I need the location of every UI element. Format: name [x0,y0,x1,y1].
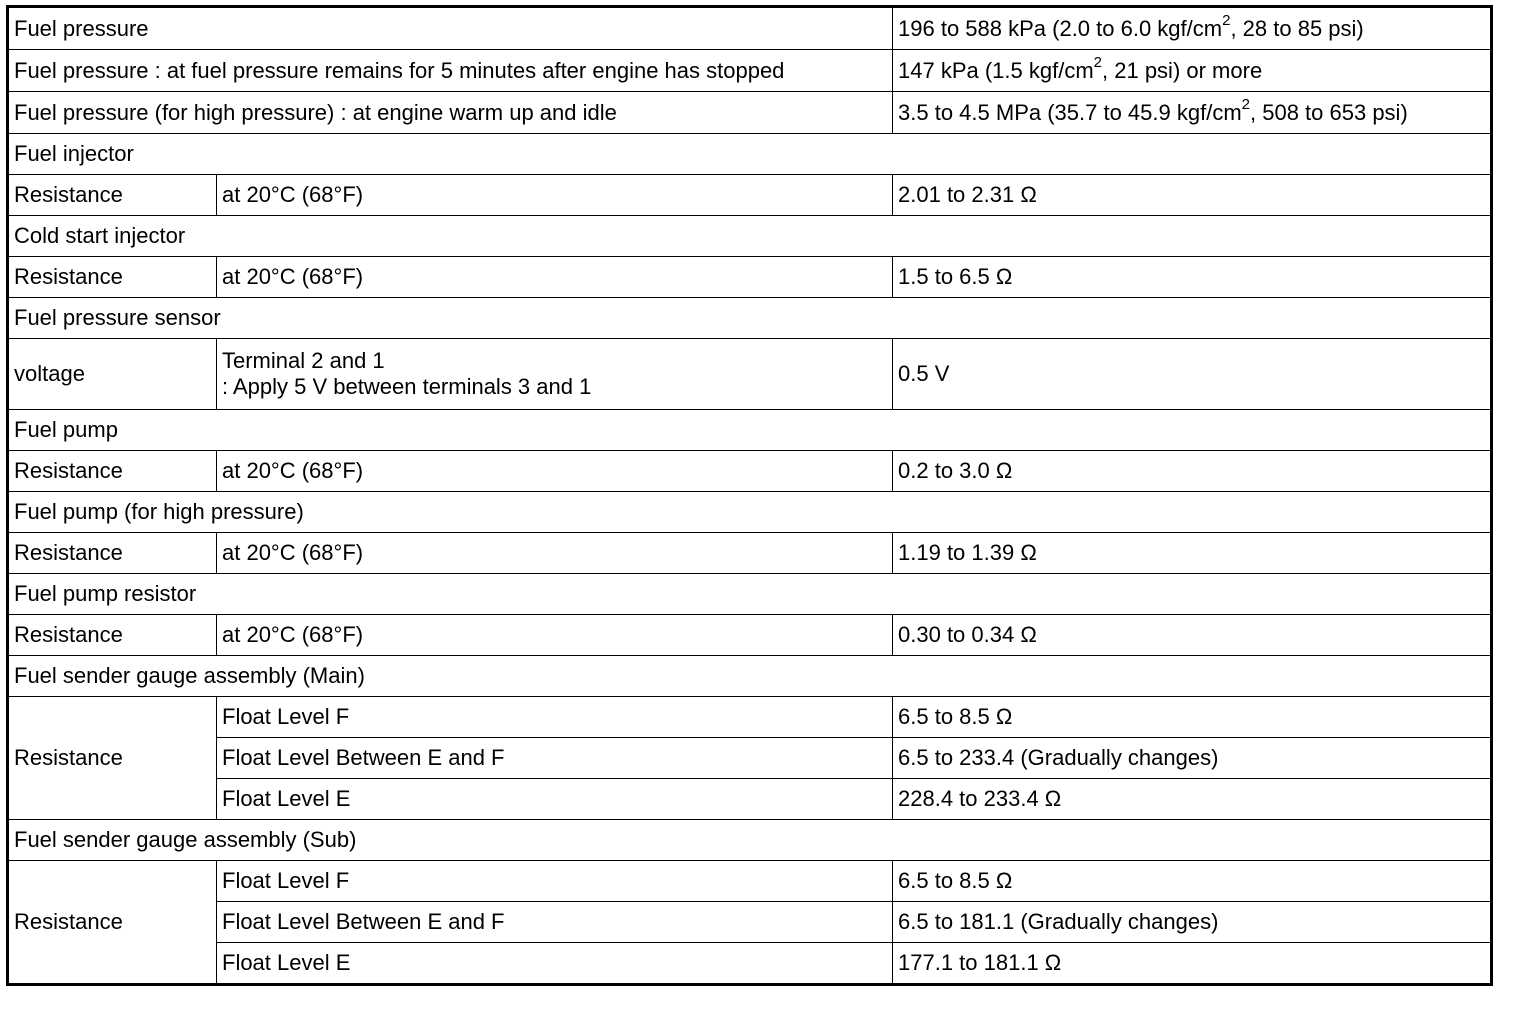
table-row [8,533,1492,574]
condition-cell: at 20°C (68°F) [217,175,893,216]
fuel-system-spec-table [6,5,1493,986]
table-row [8,902,1492,943]
table-row [8,175,1492,216]
table-row [8,943,1492,985]
item-cell: Resistance [8,697,217,820]
item-cell: Resistance [8,257,217,298]
table-row [8,697,1492,738]
table-row [8,257,1492,298]
condition-cell: at 20°C (68°F) [217,533,893,574]
value-cell: 6.5 to 233.4 (Gradually changes) [893,738,1492,779]
section-row [8,492,1492,533]
section-row [8,298,1492,339]
section-heading: Fuel pump [8,410,1492,451]
value-cell: 177.1 to 181.1 Ω [893,943,1492,985]
value-cell: 6.5 to 8.5 Ω [893,697,1492,738]
spec-label: Fuel pressure : at fuel pressure remains for 5 minutes after engine has stopped [8,50,893,92]
value-cell: 1.5 to 6.5 Ω [893,257,1492,298]
table-row [8,50,1492,92]
condition-cell: at 20°C (68°F) [217,451,893,492]
table-row [8,779,1492,820]
table-row [8,339,1492,410]
spec-label: Fuel pressure [8,7,893,50]
condition-cell: Float Level F [217,861,893,902]
section-heading: Fuel pump resistor [8,574,1492,615]
section-row [8,656,1492,697]
table-row [8,451,1492,492]
table-row [8,7,1492,50]
section-heading: Fuel sender gauge assembly (Main) [8,656,1492,697]
section-heading: Cold start injector [8,216,1492,257]
value-cell: 0.5 V [893,339,1492,410]
value-cell: 6.5 to 8.5 Ω [893,861,1492,902]
section-heading: Fuel injector [8,134,1492,175]
condition-cell: Float Level E [217,779,893,820]
condition-cell: Float Level E [217,943,893,985]
condition-cell: at 20°C (68°F) [217,257,893,298]
section-heading: Fuel pressure sensor [8,298,1492,339]
condition-cell: at 20°C (68°F) [217,615,893,656]
condition-cell: Float Level Between E and F [217,738,893,779]
item-cell: Resistance [8,451,217,492]
table-row [8,615,1492,656]
condition-line: Terminal 2 and 1 [222,348,385,373]
spec-value: 196 to 588 kPa (2.0 to 6.0 kgf/$cm^2$, 28 to 85 psi) [893,7,1492,50]
spec-value: 147 kPa (1.5 kgf/$cm^2$, 21 psi) or more [893,50,1492,92]
value-cell: 0.2 to 3.0 Ω [893,451,1492,492]
value-cell: 228.4 to 233.4 Ω [893,779,1492,820]
section-row [8,216,1492,257]
condition-line: : Apply 5 V between terminals 3 and 1 [222,374,592,399]
section-row [8,410,1492,451]
item-cell: Resistance [8,533,217,574]
section-heading: Fuel sender gauge assembly (Sub) [8,820,1492,861]
condition-cell: Float Level F [217,697,893,738]
spec-value: 3.5 to 4.5 MPa (35.7 to 45.9 kgf/$cm^2$, 508 to 653 psi) [893,92,1492,134]
table-row [8,738,1492,779]
value-cell: 2.01 to 2.31 Ω [893,175,1492,216]
section-row [8,574,1492,615]
value-cell: 6.5 to 181.1 (Gradually changes) [893,902,1492,943]
item-cell: voltage [8,339,217,410]
condition-cell [217,339,893,410]
item-cell: Resistance [8,615,217,656]
condition-cell: Float Level Between E and F [217,902,893,943]
table-row [8,861,1492,902]
item-cell: Resistance [8,861,217,985]
section-row [8,820,1492,861]
spec-label: Fuel pressure (for high pressure) : at engine warm up and idle [8,92,893,134]
section-row [8,134,1492,175]
section-heading: Fuel pump (for high pressure) [8,492,1492,533]
item-cell: Resistance [8,175,217,216]
table-row [8,92,1492,134]
value-cell: 0.30 to 0.34 Ω [893,615,1492,656]
value-cell: 1.19 to 1.39 Ω [893,533,1492,574]
